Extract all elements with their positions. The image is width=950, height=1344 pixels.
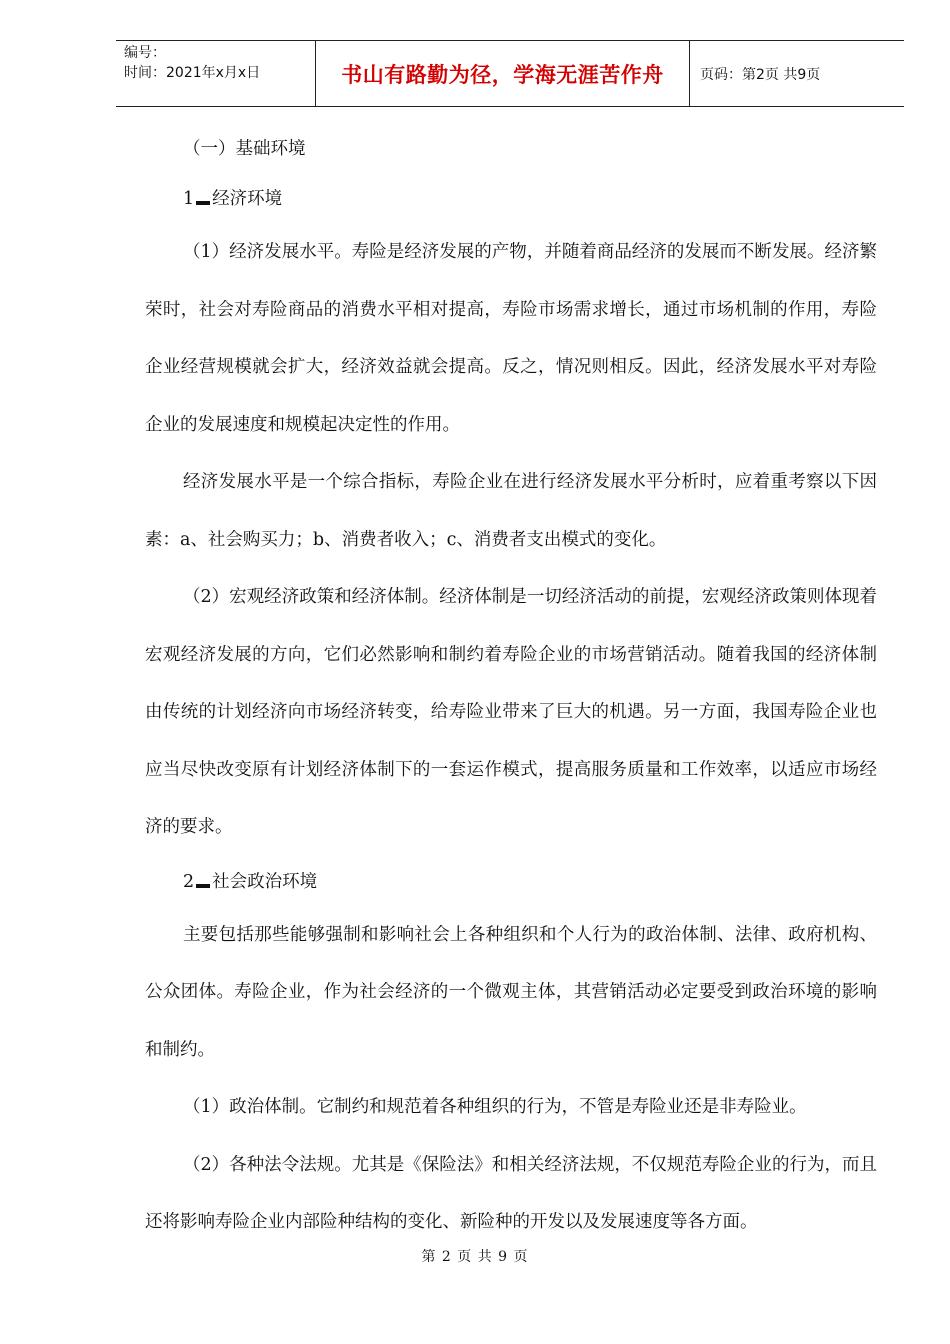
header-page-info: 页码：第2页 共9页 xyxy=(700,66,821,83)
header-time-label: 时间：2021年x月x日 xyxy=(124,65,261,81)
paragraph: （1）政治体制。它制约和规范着各种组织的行为，不管是寿险业还是非寿险业。 xyxy=(183,1097,807,1117)
section-heading: （一）基础环境 xyxy=(183,139,306,159)
paragraph: 经济发展水平是一个综合指标，寿险企业在进行经济发展水平分析时，应着重考察以下因素：a、社会购买力；b、消费者收入；c、消费者支出模式的变化。 xyxy=(145,472,877,550)
header-motto: 书山有路勤为径，学海无涯苦作舟 xyxy=(316,41,690,106)
document-header xyxy=(116,40,904,107)
document-body xyxy=(145,124,877,1252)
header-meta xyxy=(116,41,316,106)
subsection-heading-politics xyxy=(145,857,877,907)
subsection-number: 2 xyxy=(183,871,195,892)
paragraph: （1）经济发展水平。寿险是经济发展的产物，并随着商品经济的发展而不断发展。经济繁荣时，社会对寿险商品的消费水平相对提高，寿险市场需求增长，通过市场机制的作用，寿险企业经营规模就会扩大，经济效益就会提高。反之，情况则相反。因此，经济发展水平对寿险企业的发展速度和规模起决定性的作用。 xyxy=(145,242,877,435)
subsection-title: 经济环境 xyxy=(212,189,283,209)
subsection-number: 1 xyxy=(183,189,195,209)
page-footer: 第 2 页 共 9 页 xyxy=(421,1249,529,1265)
header-number-label: 编号： xyxy=(124,45,166,61)
paragraph: （2）宏观经济政策和经济体制。经济体制是一切经济活动的前提，宏观经济政策则体现着宏观经济发展的方向，它们必然影响和制约着寿险企业的市场营销活动。随着我国的经济体制由传统的计划经济向市场经济转变，给寿险业带来了巨大的机遇。另一方面，我国寿险企业也应当尽快改变原有计划经济体制下的一套运作模式，提高服务质量和工作效率，以适应市场经济的要求。 xyxy=(145,587,877,837)
paragraph: 主要包括那些能够强制和影响社会上各种组织和个人行为的政治体制、法律、政府机构、公众团体。寿险企业，作为社会经济的一个微观主体，其营销活动必定要受到政治环境的影响和制约。 xyxy=(145,924,877,1060)
subsection-title: 社会政治环境 xyxy=(212,871,318,892)
bullet-mark-icon xyxy=(196,884,210,888)
subsection-heading-economy xyxy=(145,174,877,224)
bullet-mark-icon xyxy=(196,201,210,205)
paragraph: （2）各种法令法规。尤其是《保险法》和相关经济法规，不仅规范寿险企业的行为，而且还将影响寿险企业内部险种结构的变化、新险种的开发以及发展速度等各方面。 xyxy=(145,1154,877,1232)
